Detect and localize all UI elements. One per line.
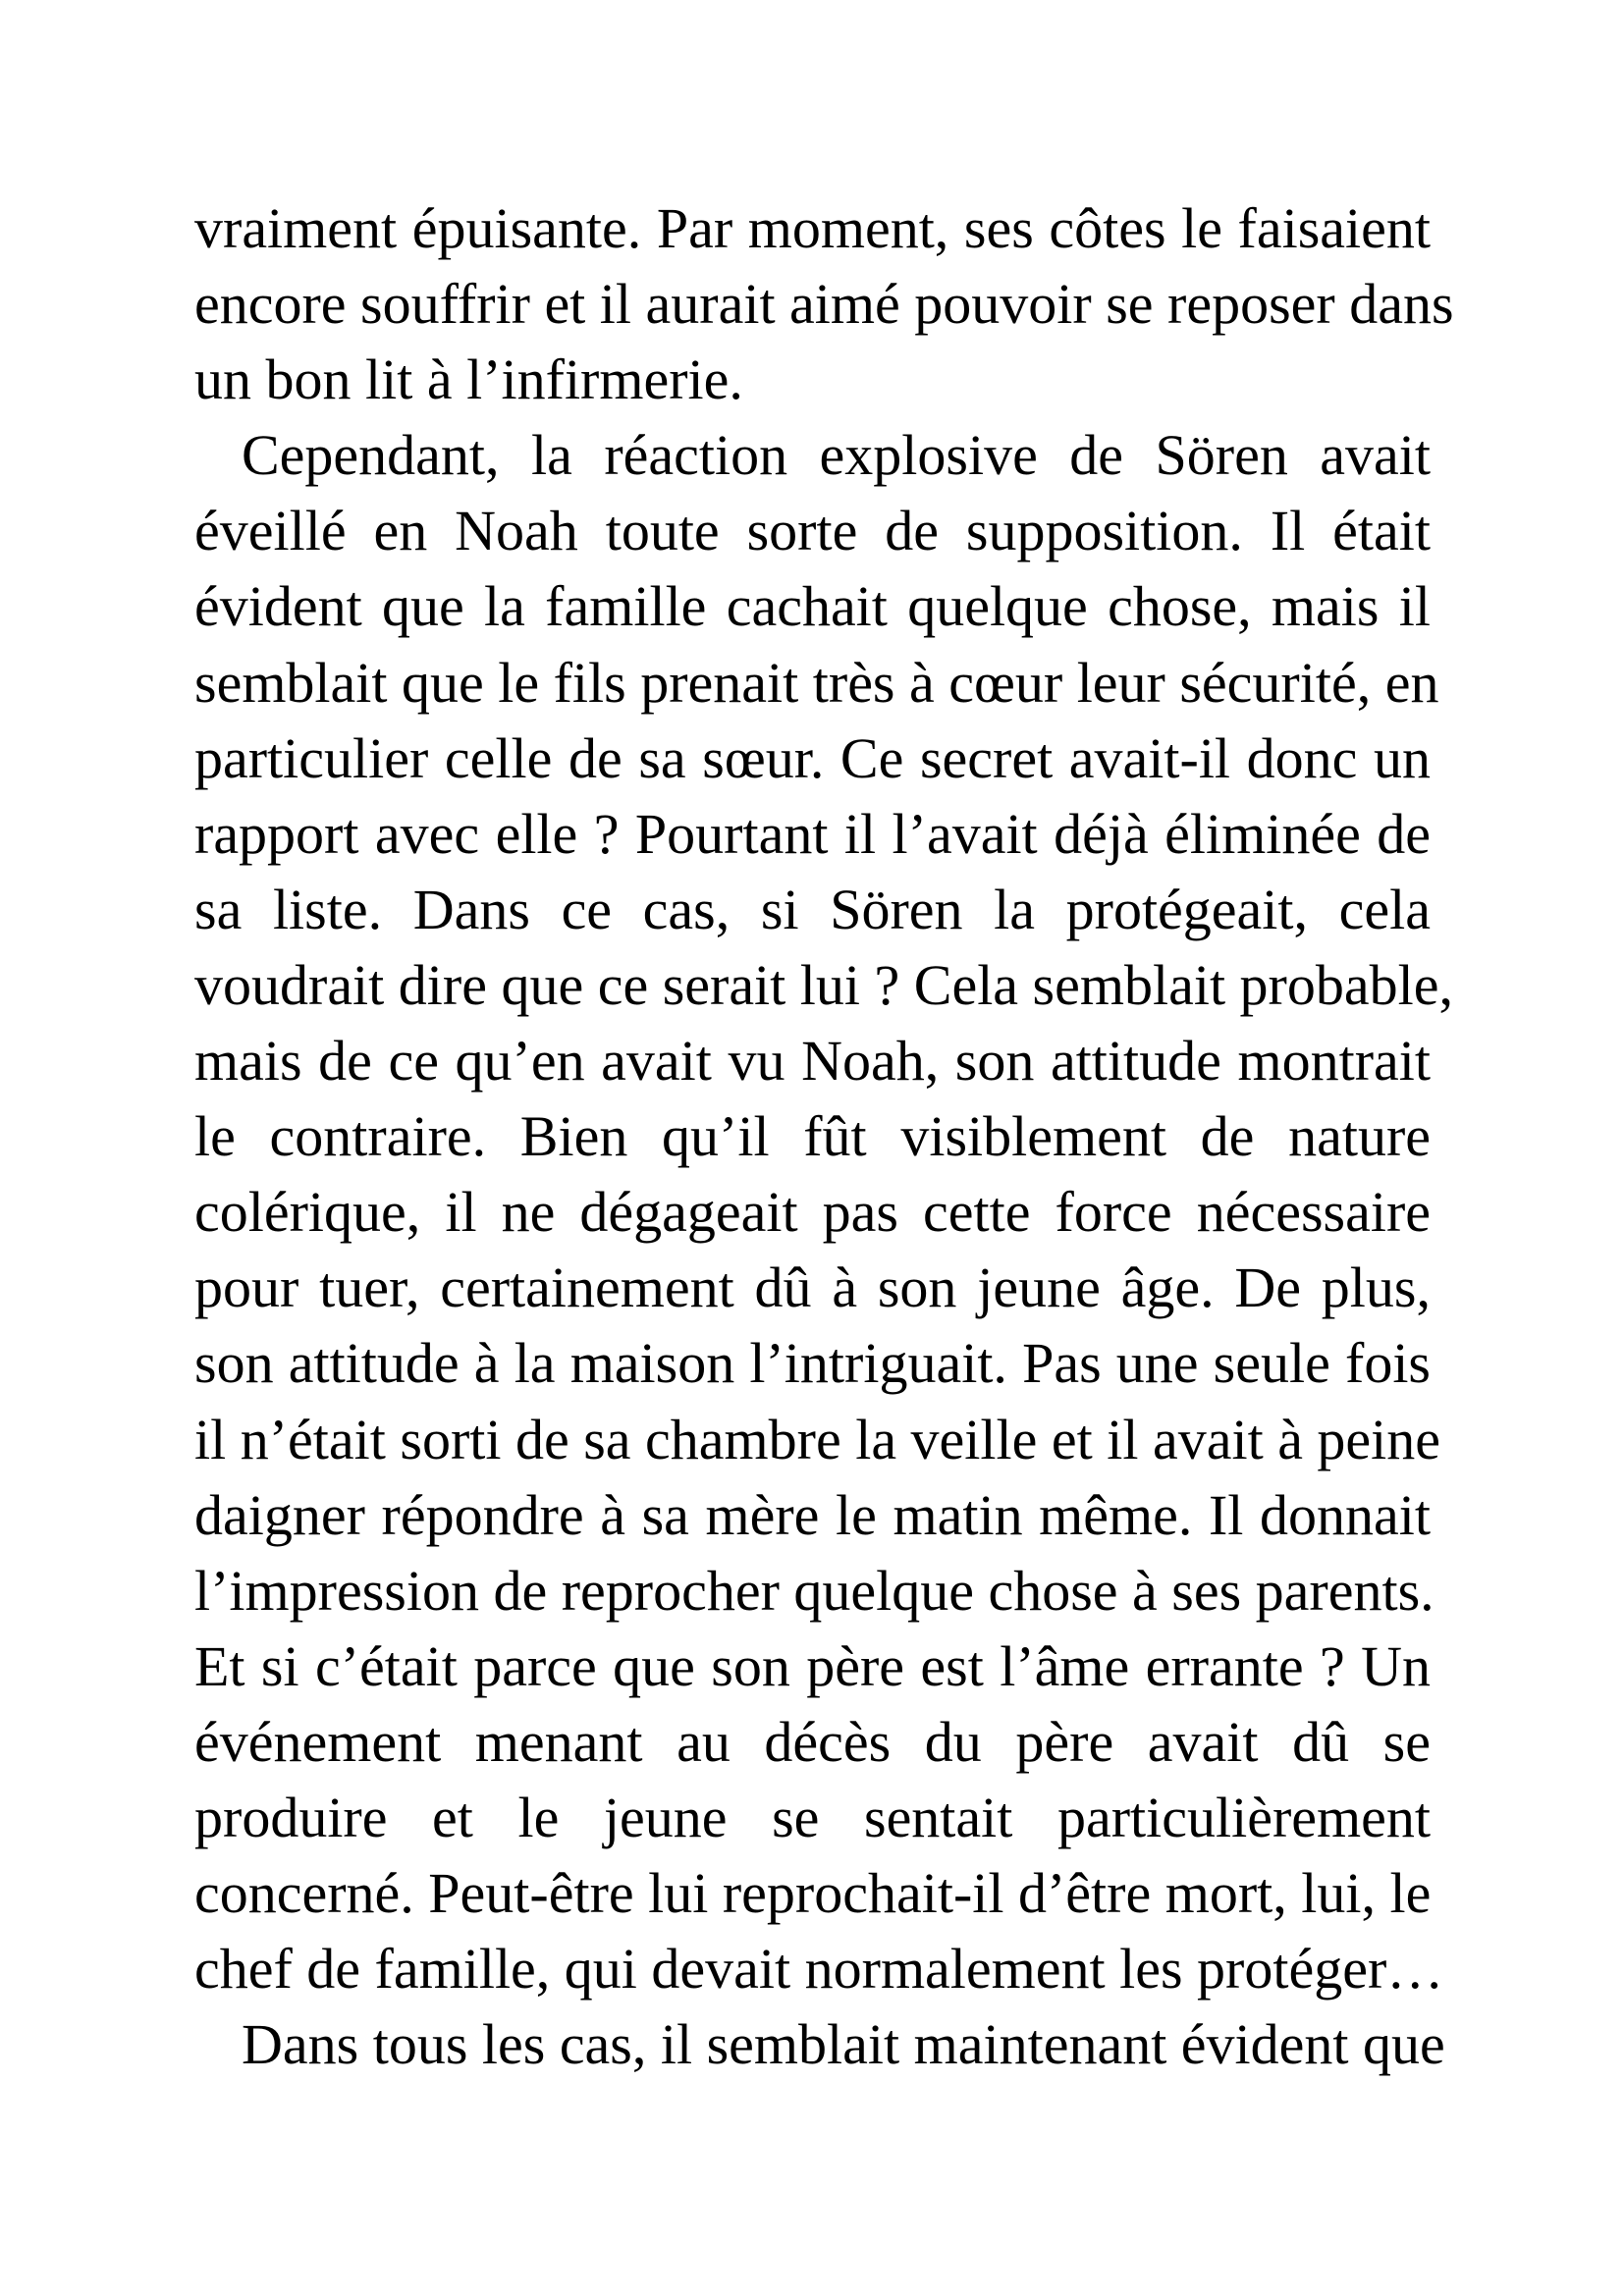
paragraph [194,2006,1445,2082]
text-line: sa liste. Dans ce cas, si Sören la protégeait, cela [194,877,1431,941]
text-line: vraiment épuisante. Par moment, ses côtes le faisaient [194,196,1431,260]
text-line: produire et le jeune se sentait particulièrement [194,1785,1431,1849]
text-line: semblait que le fils prenait très à cœur leur sécurité, en [194,650,1439,715]
body-text [194,190,1454,2082]
text-line: encore souffrir et il aurait aimé pouvoir se reposer dans [194,272,1454,337]
text-line: l’impression de reprocher quelque chose à ses parents. [194,1558,1435,1623]
text-line: Dans tous les cas, il semblait maintenant évident que [242,2012,1445,2077]
text-line: son attitude à la maison l’intriguait. Pas une seule fois [194,1331,1431,1396]
text-line: un bon lit à l’infirmerie. [194,347,743,412]
text-line: colérique, il ne dégageait pas cette force nécessaire [194,1180,1431,1245]
text-line: il n’était sorti de sa chambre la veille et il avait à peine [194,1407,1441,1471]
text-line: Et si c’était parce que son père est l’âme errante ? Un [194,1633,1431,1698]
text-line: Cependant, la réaction explosive de Sören avait [242,423,1431,488]
text-line: événement menant au décès du père avait dû se [194,1709,1431,1774]
text-line: pour tuer, certainement dû à son jeune âge. De plus, [194,1255,1431,1320]
text-line: rapport avec elle ? Pourtant il l’avait déjà éliminée de [194,801,1431,866]
paragraph [194,417,1453,2006]
text-line: évident que la famille cachait quelque chose, mais il [194,574,1431,639]
text-line: le contraire. Bien qu’il fût visiblement de nature [194,1104,1431,1169]
text-line: mais de ce qu’en avait vu Noah, son attitude montrait [194,1029,1431,1094]
text-line: chef de famille, qui devait normalement les protéger… [194,1937,1444,2002]
text-line: éveillé en Noah toute sorte de supposition. Il était [194,499,1431,563]
text-line: voudrait dire que ce serait lui ? Cela semblait probable, [194,952,1453,1017]
text-line: particulier celle de sa sœur. Ce secret avait-il donc un [194,725,1431,790]
text-line: concerné. Peut-être lui reprochait-il d’être mort, lui, le [194,1861,1432,1926]
paragraph [194,190,1454,417]
text-line: daigner répondre à sa mère le matin même. Il donnait [194,1482,1431,1547]
